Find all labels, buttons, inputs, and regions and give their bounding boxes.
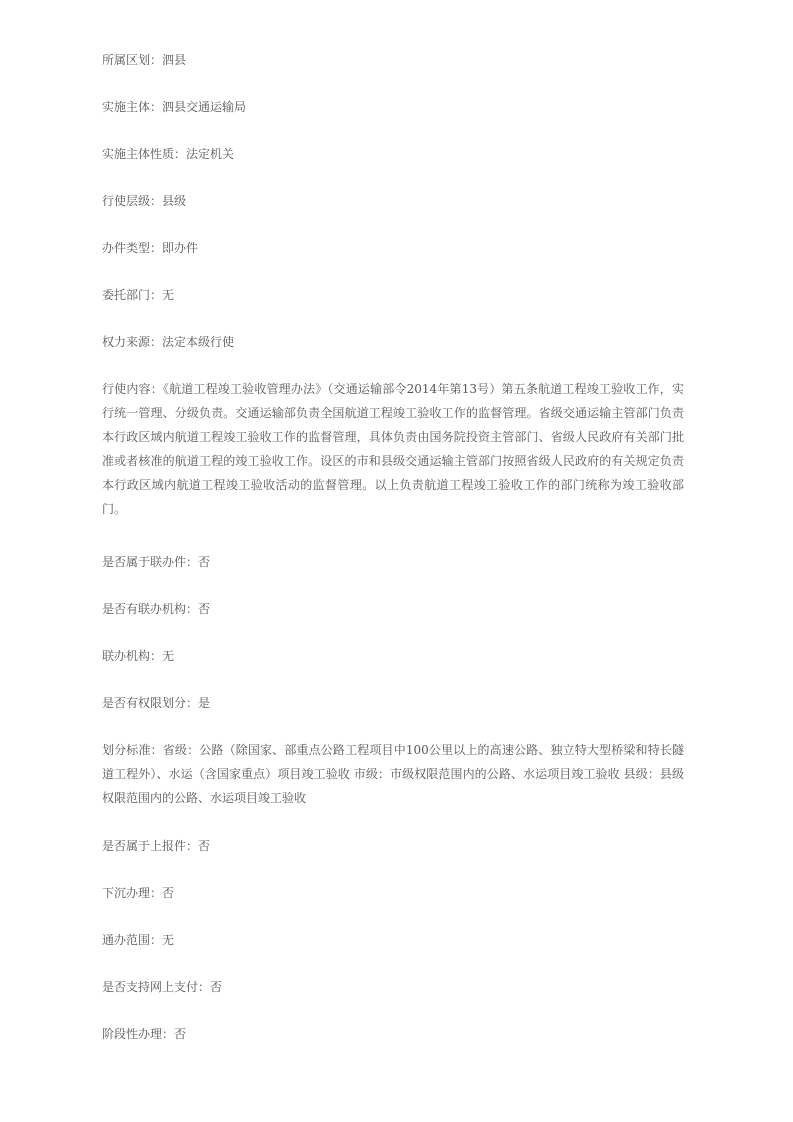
field-exercise-content: [102, 377, 684, 521]
field-value: 无: [162, 933, 175, 947]
field-body-nature: [102, 142, 682, 166]
field-label: 是否属于上报件：: [102, 839, 199, 853]
field-label: 下沉办理：: [102, 886, 163, 900]
field-online-payment: [102, 975, 682, 999]
field-joint-case: [102, 550, 682, 574]
field-label: 实施主体性质：: [102, 147, 187, 161]
field-value: 否: [210, 980, 223, 994]
field-label: 是否有权限划分：: [102, 696, 199, 710]
field-label: 行使层级：: [102, 194, 163, 208]
field-label: 划分标准：: [102, 743, 163, 757]
field-value: 县级: [162, 194, 187, 208]
field-value: 否: [198, 555, 211, 569]
field-delegated-handling: [102, 881, 682, 905]
field-value: 即办件: [162, 241, 199, 255]
field-value: 泗县交通运输局: [162, 100, 247, 114]
field-label: 通办范围：: [102, 933, 163, 947]
field-value: 无: [162, 288, 175, 302]
field-value: 法定本级行使: [162, 335, 235, 349]
field-label: 是否有联办机构：: [102, 602, 199, 616]
field-label: 联办机构：: [102, 649, 163, 663]
field-case-type: [102, 236, 682, 260]
field-label: 委托部门：: [102, 288, 163, 302]
field-value: 省级：公路（除国家、部重点公路工程项目中100公里以上的高速公路、独立特大型桥梁和特长隧道工程外）、水运（含国家重点）项目竣工验收 市级：市级权限范围内的公路、水运项目竣工验收 县级：县级权限范围内的公路、水运项目竣工验收: [102, 743, 684, 805]
field-value: 否: [198, 839, 211, 853]
field-joint-org: [102, 644, 682, 668]
field-delegated-dept: [102, 283, 682, 307]
field-implementing-body: [102, 95, 682, 119]
field-value: 《航道工程竣工验收管理办法》（交通运输部令2014年第13号）第五条航道工程竣工验收工作，实行统一管理、分级负责。交通运输部负责全国航道工程竣工验收工作的监督管理。省级交通运输主管部门负责本行政区域内航道工程竣工验收工作的监督管理，具体负责由国务院投资主管部门、省级人民政府有关部门批准或者核准的航道工程的竣工验收工作。设区的市和县级交通运输主管部门按照省级人民政府的有关规定负责本行政区域内航道工程竣工验收活动的监督管理。以上负责航道工程竣工验收工作的部门统称为竣工验收部门。: [102, 382, 684, 516]
field-has-division: [102, 691, 682, 715]
field-region: [102, 48, 682, 72]
field-label: 办件类型：: [102, 241, 163, 255]
field-value: 否: [174, 1027, 187, 1041]
field-label: 行使内容：: [102, 382, 163, 396]
field-label: 实施主体：: [102, 100, 163, 114]
field-value: 是: [198, 696, 211, 710]
field-value: 法定机关: [186, 147, 235, 161]
field-label: 是否支持网上支付：: [102, 980, 211, 994]
field-label: 权力来源：: [102, 335, 163, 349]
field-label: 所属区划：: [102, 53, 163, 67]
field-has-joint-org: [102, 597, 682, 621]
field-service-scope: [102, 928, 682, 952]
field-value: 泗县: [162, 53, 187, 67]
field-division-standard: [102, 738, 684, 810]
field-value: 否: [162, 886, 175, 900]
field-value: 无: [162, 649, 175, 663]
field-staged-handling: [102, 1022, 682, 1046]
field-value: 否: [198, 602, 211, 616]
field-power-source: [102, 330, 682, 354]
field-level: [102, 189, 682, 213]
field-label: 是否属于联办件：: [102, 555, 199, 569]
field-reported-case: [102, 834, 682, 858]
field-label: 阶段性办理：: [102, 1027, 175, 1041]
